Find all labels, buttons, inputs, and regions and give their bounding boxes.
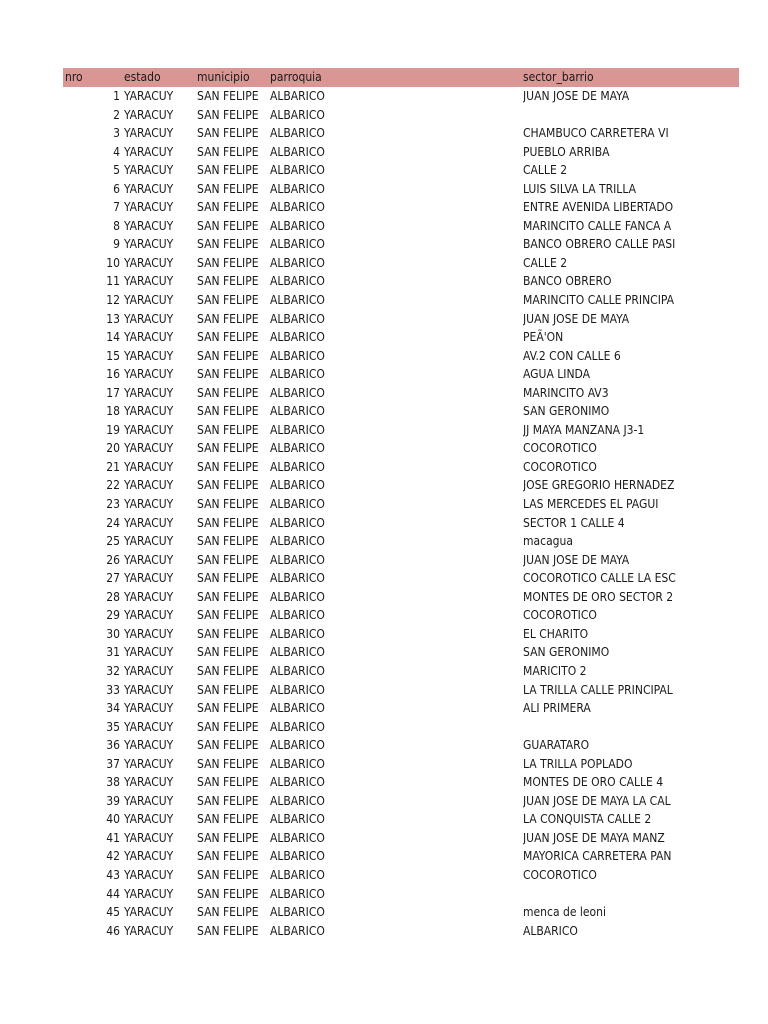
cell-sector-barrio[interactable]: SAN GERONIMO bbox=[523, 645, 610, 660]
cell-municipio[interactable]: SAN FELIPE bbox=[197, 237, 259, 252]
cell-sector-barrio[interactable]: JUAN JOSE DE MAYA MANZ bbox=[523, 830, 665, 845]
cell-nro[interactable]: 17 bbox=[106, 385, 120, 400]
cell-municipio[interactable]: SAN FELIPE bbox=[197, 775, 259, 790]
table-row bbox=[0, 718, 768, 737]
header-estado[interactable]: estado bbox=[124, 70, 161, 84]
cell-estado[interactable]: YARACUY bbox=[124, 107, 174, 122]
cell-parroquia[interactable]: ALBARICO bbox=[270, 367, 325, 382]
table-row bbox=[0, 736, 768, 755]
cell-estado[interactable]: YARACUY bbox=[124, 589, 174, 604]
cell-nro[interactable]: 39 bbox=[106, 793, 120, 808]
cell-nro[interactable]: 46 bbox=[106, 923, 120, 938]
cell-nro[interactable]: 37 bbox=[106, 756, 120, 771]
cell-sector-barrio[interactable]: JUAN JOSE DE MAYA LA CAL bbox=[523, 793, 671, 808]
cell-estado[interactable]: YARACUY bbox=[124, 682, 174, 697]
cell-municipio[interactable]: SAN FELIPE bbox=[197, 200, 259, 215]
cell-nro[interactable]: 30 bbox=[106, 626, 120, 641]
cell-parroquia[interactable]: ALBARICO bbox=[270, 571, 325, 586]
cell-nro[interactable]: 27 bbox=[106, 571, 120, 586]
cell-nro[interactable]: 45 bbox=[106, 905, 120, 920]
table-row bbox=[0, 124, 768, 143]
cell-nro[interactable]: 41 bbox=[106, 830, 120, 845]
table-body bbox=[0, 87, 768, 940]
cell-municipio[interactable]: SAN FELIPE bbox=[197, 756, 259, 771]
cell-parroquia[interactable]: ALBARICO bbox=[270, 144, 325, 159]
cell-parroquia[interactable]: ALBARICO bbox=[270, 886, 325, 901]
cell-sector-barrio[interactable] bbox=[523, 718, 676, 737]
cell-sector-barrio[interactable]: MONTES DE ORO CALLE 4 bbox=[523, 775, 664, 790]
table-row bbox=[0, 551, 768, 570]
table-row bbox=[0, 106, 768, 125]
cell-parroquia[interactable]: ALBARICO bbox=[270, 645, 325, 660]
cell-sector-barrio[interactable]: CALLE 2 bbox=[523, 255, 568, 270]
cell-estado[interactable]: YARACUY bbox=[124, 701, 174, 716]
table-row bbox=[0, 643, 768, 662]
cell-sector-barrio[interactable]: COCOROTICO bbox=[523, 441, 597, 456]
table-row bbox=[0, 458, 768, 477]
cell-parroquia[interactable]: ALBARICO bbox=[270, 311, 325, 326]
cell-municipio[interactable]: SAN FELIPE bbox=[197, 144, 259, 159]
cell-parroquia[interactable]: ALBARICO bbox=[270, 552, 325, 567]
cell-sector-barrio[interactable]: AGUA LINDA bbox=[523, 367, 591, 382]
cell-municipio[interactable]: SAN FELIPE bbox=[197, 181, 259, 196]
cell-estado[interactable]: YARACUY bbox=[124, 719, 174, 734]
table-row bbox=[0, 606, 768, 625]
cell-nro[interactable]: 38 bbox=[106, 775, 120, 790]
table-row bbox=[0, 87, 768, 106]
cell-nro[interactable]: 25 bbox=[106, 534, 120, 549]
cell-nro[interactable]: 6 bbox=[113, 181, 120, 196]
cell-municipio[interactable]: SAN FELIPE bbox=[197, 89, 259, 103]
cell-nro[interactable]: 18 bbox=[106, 404, 120, 419]
header-parroquia[interactable]: parroquia bbox=[270, 70, 322, 84]
cell-parroquia[interactable]: ALBARICO bbox=[270, 330, 325, 345]
cell-sector-barrio[interactable]: ENTRE AVENIDA LIBERTADO bbox=[523, 200, 674, 215]
cell-nro[interactable]: 5 bbox=[113, 163, 120, 178]
cell-parroquia[interactable]: ALBARICO bbox=[270, 163, 325, 178]
cell-parroquia[interactable]: ALBARICO bbox=[270, 293, 325, 308]
spreadsheet bbox=[0, 68, 768, 940]
cell-parroquia[interactable]: ALBARICO bbox=[270, 589, 325, 604]
table-row bbox=[0, 328, 768, 347]
cell-sector-barrio[interactable]: SECTOR 1 CALLE 4 bbox=[523, 515, 625, 530]
cell-municipio[interactable]: SAN FELIPE bbox=[197, 905, 259, 920]
cell-parroquia[interactable]: ALBARICO bbox=[270, 775, 325, 790]
cell-estado[interactable]: YARACUY bbox=[124, 756, 174, 771]
cell-sector-barrio[interactable]: ALBARICO bbox=[523, 923, 578, 938]
cell-sector-barrio[interactable]: LA TRILLA POPLADO bbox=[523, 756, 633, 771]
cell-municipio[interactable]: SAN FELIPE bbox=[197, 719, 259, 734]
cell-parroquia[interactable]: ALBARICO bbox=[270, 181, 325, 196]
cell-sector-barrio[interactable]: PUEBLO ARRIBA bbox=[523, 144, 610, 159]
cell-parroquia[interactable]: ALBARICO bbox=[270, 534, 325, 549]
cell-nro[interactable]: 9 bbox=[113, 237, 120, 252]
cell-sector-barrio[interactable]: COCOROTICO bbox=[523, 867, 597, 882]
cell-municipio[interactable]: SAN FELIPE bbox=[197, 738, 259, 753]
cell-estado[interactable]: YARACUY bbox=[124, 237, 174, 252]
cell-estado[interactable]: YARACUY bbox=[124, 552, 174, 567]
cell-parroquia[interactable]: ALBARICO bbox=[270, 515, 325, 530]
cell-sector-barrio[interactable] bbox=[523, 885, 676, 904]
cell-estado[interactable]: YARACUY bbox=[124, 626, 174, 641]
cell-municipio[interactable]: SAN FELIPE bbox=[197, 367, 259, 382]
cell-nro[interactable]: 16 bbox=[106, 367, 120, 382]
table-row bbox=[0, 235, 768, 254]
cell-estado[interactable]: YARACUY bbox=[124, 255, 174, 270]
cell-municipio[interactable]: SAN FELIPE bbox=[197, 682, 259, 697]
table-row bbox=[0, 365, 768, 384]
cell-parroquia[interactable]: ALBARICO bbox=[270, 663, 325, 678]
cell-municipio[interactable]: SAN FELIPE bbox=[197, 330, 259, 345]
cell-sector-barrio[interactable]: MONTES DE ORO SECTOR 2 bbox=[523, 589, 674, 604]
cell-nro[interactable]: 32 bbox=[106, 663, 120, 678]
cell-estado[interactable]: YARACUY bbox=[124, 534, 174, 549]
header-sector-barrio[interactable]: sector_barrio bbox=[523, 70, 594, 84]
cell-parroquia[interactable]: ALBARICO bbox=[270, 218, 325, 233]
cell-estado[interactable]: YARACUY bbox=[124, 812, 174, 827]
table-row bbox=[0, 588, 768, 607]
cell-municipio[interactable]: SAN FELIPE bbox=[197, 218, 259, 233]
cell-sector-barrio[interactable]: JJ MAYA MANZANA J3-1 bbox=[523, 422, 645, 437]
cell-municipio[interactable]: SAN FELIPE bbox=[197, 274, 259, 289]
cell-sector-barrio[interactable]: JUAN JOSE DE MAYA bbox=[523, 89, 630, 103]
table-row bbox=[0, 402, 768, 421]
table-row bbox=[0, 532, 768, 551]
table-row bbox=[0, 180, 768, 199]
cell-estado[interactable]: YARACUY bbox=[124, 348, 174, 363]
table-row bbox=[0, 903, 768, 922]
cell-estado[interactable]: YARACUY bbox=[124, 608, 174, 623]
cell-nro[interactable]: 19 bbox=[106, 422, 120, 437]
cell-nro[interactable]: 35 bbox=[106, 719, 120, 734]
cell-sector-barrio[interactable]: SAN GERONIMO bbox=[523, 404, 610, 419]
cell-estado[interactable]: YARACUY bbox=[124, 293, 174, 308]
cell-municipio[interactable]: SAN FELIPE bbox=[197, 385, 259, 400]
cell-parroquia[interactable]: ALBARICO bbox=[270, 348, 325, 363]
cell-nro[interactable]: 4 bbox=[113, 144, 120, 159]
cell-nro[interactable]: 24 bbox=[106, 515, 120, 530]
cell-municipio[interactable]: SAN FELIPE bbox=[197, 293, 259, 308]
cell-municipio[interactable]: SAN FELIPE bbox=[197, 886, 259, 901]
table-row bbox=[0, 922, 768, 941]
cell-sector-barrio[interactable]: EL CHARITO bbox=[523, 626, 589, 641]
table-row bbox=[0, 384, 768, 403]
table-row bbox=[0, 699, 768, 718]
cell-municipio[interactable]: SAN FELIPE bbox=[197, 645, 259, 660]
cell-municipio[interactable]: SAN FELIPE bbox=[197, 459, 259, 474]
cell-estado[interactable]: YARACUY bbox=[124, 886, 174, 901]
cell-sector-barrio[interactable]: macagua bbox=[523, 534, 573, 549]
table-row bbox=[0, 254, 768, 273]
cell-sector-barrio[interactable]: LA TRILLA CALLE PRINCIPAL bbox=[523, 682, 673, 697]
table-row bbox=[0, 476, 768, 495]
cell-municipio[interactable]: SAN FELIPE bbox=[197, 126, 259, 141]
cell-parroquia[interactable]: ALBARICO bbox=[270, 385, 325, 400]
cell-estado[interactable]: YARACUY bbox=[124, 459, 174, 474]
cell-nro[interactable]: 15 bbox=[106, 348, 120, 363]
cell-parroquia[interactable]: ALBARICO bbox=[270, 497, 325, 512]
table-row bbox=[0, 291, 768, 310]
cell-nro[interactable]: 1 bbox=[113, 89, 120, 103]
table-row bbox=[0, 866, 768, 885]
cell-estado[interactable]: YARACUY bbox=[124, 571, 174, 586]
header-row bbox=[63, 68, 739, 87]
cell-nro[interactable]: 23 bbox=[106, 497, 120, 512]
header-nro[interactable]: nro bbox=[65, 70, 83, 84]
cell-estado[interactable]: YARACUY bbox=[124, 367, 174, 382]
cell-sector-barrio[interactable]: MARINCITO CALLE FANCA A bbox=[523, 218, 672, 233]
cell-nro[interactable]: 8 bbox=[113, 218, 120, 233]
cell-parroquia[interactable]: ALBARICO bbox=[270, 719, 325, 734]
cell-sector-barrio[interactable]: AV.2 CON CALLE 6 bbox=[523, 348, 621, 363]
cell-municipio[interactable]: SAN FELIPE bbox=[197, 163, 259, 178]
cell-nro[interactable]: 12 bbox=[106, 293, 120, 308]
table-row bbox=[0, 625, 768, 644]
cell-parroquia[interactable]: ALBARICO bbox=[270, 756, 325, 771]
table-row bbox=[0, 421, 768, 440]
cell-nro[interactable]: 31 bbox=[106, 645, 120, 660]
cell-parroquia[interactable]: ALBARICO bbox=[270, 422, 325, 437]
cell-sector-barrio[interactable]: JOSE GREGORIO HERNADEZ bbox=[523, 478, 675, 493]
cell-sector-barrio[interactable]: ALI PRIMERA bbox=[523, 701, 591, 716]
cell-municipio[interactable]: SAN FELIPE bbox=[197, 348, 259, 363]
cell-parroquia[interactable]: ALBARICO bbox=[270, 849, 325, 864]
cell-estado[interactable]: YARACUY bbox=[124, 404, 174, 419]
cell-parroquia[interactable]: ALBARICO bbox=[270, 126, 325, 141]
table-row bbox=[0, 495, 768, 514]
table-row bbox=[0, 792, 768, 811]
cell-estado[interactable]: YARACUY bbox=[124, 274, 174, 289]
cell-nro[interactable]: 43 bbox=[106, 867, 120, 882]
cell-parroquia[interactable]: ALBARICO bbox=[270, 237, 325, 252]
cell-parroquia[interactable]: ALBARICO bbox=[270, 274, 325, 289]
cell-municipio[interactable]: SAN FELIPE bbox=[197, 441, 259, 456]
cell-estado[interactable]: YARACUY bbox=[124, 200, 174, 215]
cell-municipio[interactable]: SAN FELIPE bbox=[197, 478, 259, 493]
header-municipio[interactable]: municipio bbox=[197, 70, 250, 84]
cell-municipio[interactable]: SAN FELIPE bbox=[197, 812, 259, 827]
table-row bbox=[0, 662, 768, 681]
cell-nro[interactable]: 29 bbox=[106, 608, 120, 623]
cell-sector-barrio[interactable]: COCOROTICO bbox=[523, 459, 597, 474]
cell-parroquia[interactable]: ALBARICO bbox=[270, 107, 325, 122]
cell-estado[interactable]: YARACUY bbox=[124, 311, 174, 326]
cell-parroquia[interactable]: ALBARICO bbox=[270, 626, 325, 641]
cell-municipio[interactable]: SAN FELIPE bbox=[197, 608, 259, 623]
cell-sector-barrio[interactable]: MAYORICA CARRETERA PAN bbox=[523, 849, 672, 864]
cell-municipio[interactable]: SAN FELIPE bbox=[197, 311, 259, 326]
cell-municipio[interactable]: SAN FELIPE bbox=[197, 867, 259, 882]
cell-municipio[interactable]: SAN FELIPE bbox=[197, 497, 259, 512]
cell-nro[interactable]: 3 bbox=[113, 126, 120, 141]
cell-parroquia[interactable]: ALBARICO bbox=[270, 404, 325, 419]
cell-sector-barrio[interactable]: COCOROTICO bbox=[523, 608, 597, 623]
cell-parroquia[interactable]: ALBARICO bbox=[270, 478, 325, 493]
cell-nro[interactable]: 42 bbox=[106, 849, 120, 864]
table-row bbox=[0, 310, 768, 329]
cell-nro[interactable]: 22 bbox=[106, 478, 120, 493]
cell-municipio[interactable]: SAN FELIPE bbox=[197, 793, 259, 808]
cell-estado[interactable]: YARACUY bbox=[124, 905, 174, 920]
cell-nro[interactable]: 33 bbox=[106, 682, 120, 697]
cell-estado[interactable]: YARACUY bbox=[124, 144, 174, 159]
table-row bbox=[0, 161, 768, 180]
cell-estado[interactable]: YARACUY bbox=[124, 181, 174, 196]
cell-municipio[interactable]: SAN FELIPE bbox=[197, 589, 259, 604]
cell-nro[interactable]: 28 bbox=[106, 589, 120, 604]
cell-parroquia[interactable]: ALBARICO bbox=[270, 441, 325, 456]
cell-estado[interactable]: YARACUY bbox=[124, 330, 174, 345]
cell-parroquia[interactable]: ALBARICO bbox=[270, 812, 325, 827]
cell-estado[interactable]: YARACUY bbox=[124, 218, 174, 233]
cell-parroquia[interactable]: ALBARICO bbox=[270, 255, 325, 270]
cell-estado[interactable]: YARACUY bbox=[124, 793, 174, 808]
cell-municipio[interactable]: SAN FELIPE bbox=[197, 534, 259, 549]
cell-nro[interactable]: 34 bbox=[106, 701, 120, 716]
cell-nro[interactable]: 10 bbox=[106, 255, 120, 270]
table-row bbox=[0, 143, 768, 162]
cell-sector-barrio[interactable]: PEÃ'ON bbox=[523, 330, 564, 345]
cell-nro[interactable]: 26 bbox=[106, 552, 120, 567]
cell-sector-barrio[interactable]: COCOROTICO CALLE LA ESC bbox=[523, 571, 676, 586]
cell-sector-barrio[interactable] bbox=[523, 106, 676, 125]
cell-municipio[interactable]: SAN FELIPE bbox=[197, 255, 259, 270]
cell-parroquia[interactable]: ALBARICO bbox=[270, 793, 325, 808]
cell-municipio[interactable]: SAN FELIPE bbox=[197, 626, 259, 641]
table-row bbox=[0, 569, 768, 588]
cell-municipio[interactable]: SAN FELIPE bbox=[197, 404, 259, 419]
cell-municipio[interactable]: SAN FELIPE bbox=[197, 830, 259, 845]
cell-nro[interactable]: 20 bbox=[106, 441, 120, 456]
cell-sector-barrio[interactable]: JUAN JOSE DE MAYA bbox=[523, 311, 630, 326]
cell-estado[interactable]: YARACUY bbox=[124, 89, 174, 103]
table-row bbox=[0, 514, 768, 533]
cell-municipio[interactable]: SAN FELIPE bbox=[197, 663, 259, 678]
cell-parroquia[interactable]: ALBARICO bbox=[270, 905, 325, 920]
cell-sector-barrio[interactable]: BANCO OBRERO bbox=[523, 274, 612, 289]
cell-nro[interactable]: 44 bbox=[106, 886, 120, 901]
cell-nro[interactable]: 36 bbox=[106, 738, 120, 753]
cell-nro[interactable]: 13 bbox=[106, 311, 120, 326]
cell-sector-barrio[interactable]: GUARATARO bbox=[523, 738, 590, 753]
cell-sector-barrio[interactable]: MARINCITO CALLE PRINCIPA bbox=[523, 293, 675, 308]
cell-sector-barrio[interactable]: LAS MERCEDES EL PAGUI bbox=[523, 497, 659, 512]
cell-parroquia[interactable]: ALBARICO bbox=[270, 701, 325, 716]
cell-sector-barrio[interactable]: LUIS SILVA LA TRILLA bbox=[523, 181, 636, 196]
table-row bbox=[0, 681, 768, 700]
cell-estado[interactable]: YARACUY bbox=[124, 385, 174, 400]
table-row bbox=[0, 885, 768, 904]
cell-nro[interactable]: 2 bbox=[113, 107, 120, 122]
table-row bbox=[0, 272, 768, 291]
cell-estado[interactable]: YARACUY bbox=[124, 738, 174, 753]
cell-sector-barrio[interactable]: BANCO OBRERO CALLE PASI bbox=[523, 237, 676, 252]
cell-parroquia[interactable]: ALBARICO bbox=[270, 738, 325, 753]
cell-estado[interactable]: YARACUY bbox=[124, 163, 174, 178]
cell-sector-barrio[interactable]: CHAMBUCO CARRETERA VI bbox=[523, 126, 669, 141]
cell-municipio[interactable]: SAN FELIPE bbox=[197, 552, 259, 567]
cell-estado[interactable]: YARACUY bbox=[124, 867, 174, 882]
cell-estado[interactable]: YARACUY bbox=[124, 775, 174, 790]
cell-estado[interactable]: YARACUY bbox=[124, 663, 174, 678]
cell-parroquia[interactable]: ALBARICO bbox=[270, 830, 325, 845]
cell-parroquia[interactable]: ALBARICO bbox=[270, 682, 325, 697]
cell-municipio[interactable]: SAN FELIPE bbox=[197, 422, 259, 437]
cell-municipio[interactable]: SAN FELIPE bbox=[197, 849, 259, 864]
cell-estado[interactable]: YARACUY bbox=[124, 126, 174, 141]
cell-parroquia[interactable]: ALBARICO bbox=[270, 459, 325, 474]
table-row bbox=[0, 347, 768, 366]
cell-nro[interactable]: 11 bbox=[106, 274, 120, 289]
table-row bbox=[0, 847, 768, 866]
cell-estado[interactable]: YARACUY bbox=[124, 515, 174, 530]
cell-municipio[interactable]: SAN FELIPE bbox=[197, 571, 259, 586]
cell-nro[interactable]: 40 bbox=[106, 812, 120, 827]
cell-estado[interactable]: YARACUY bbox=[124, 645, 174, 660]
table-row bbox=[0, 810, 768, 829]
table-row bbox=[0, 773, 768, 792]
table-row bbox=[0, 755, 768, 774]
cell-municipio[interactable]: SAN FELIPE bbox=[197, 515, 259, 530]
cell-sector-barrio[interactable]: LA CONQUISTA CALLE 2 bbox=[523, 812, 652, 827]
table-row bbox=[0, 198, 768, 217]
cell-parroquia[interactable]: ALBARICO bbox=[270, 200, 325, 215]
cell-sector-barrio[interactable]: CALLE 2 bbox=[523, 163, 568, 178]
table-row bbox=[0, 217, 768, 236]
cell-parroquia[interactable]: ALBARICO bbox=[270, 867, 325, 882]
cell-estado[interactable]: YARACUY bbox=[124, 849, 174, 864]
cell-municipio[interactable]: SAN FELIPE bbox=[197, 923, 259, 938]
cell-sector-barrio[interactable]: MARINCITO AV3 bbox=[523, 385, 609, 400]
cell-nro[interactable]: 21 bbox=[106, 459, 120, 474]
cell-parroquia[interactable]: ALBARICO bbox=[270, 608, 325, 623]
cell-estado[interactable]: YARACUY bbox=[124, 830, 174, 845]
cell-estado[interactable]: YARACUY bbox=[124, 478, 174, 493]
cell-municipio[interactable]: SAN FELIPE bbox=[197, 701, 259, 716]
table-row bbox=[0, 439, 768, 458]
cell-sector-barrio[interactable]: MARICITO 2 bbox=[523, 663, 587, 678]
cell-nro[interactable]: 7 bbox=[113, 200, 120, 215]
cell-sector-barrio[interactable]: JUAN JOSE DE MAYA bbox=[523, 552, 630, 567]
cell-estado[interactable]: YARACUY bbox=[124, 441, 174, 456]
table-row bbox=[0, 829, 768, 848]
cell-sector-barrio[interactable]: menca de leoni bbox=[523, 905, 607, 920]
cell-estado[interactable]: YARACUY bbox=[124, 422, 174, 437]
cell-estado[interactable]: YARACUY bbox=[124, 923, 174, 938]
cell-nro[interactable]: 14 bbox=[106, 330, 120, 345]
cell-parroquia[interactable]: ALBARICO bbox=[270, 89, 325, 103]
cell-estado[interactable]: YARACUY bbox=[124, 497, 174, 512]
cell-municipio[interactable]: SAN FELIPE bbox=[197, 107, 259, 122]
cell-parroquia[interactable]: ALBARICO bbox=[270, 923, 325, 938]
